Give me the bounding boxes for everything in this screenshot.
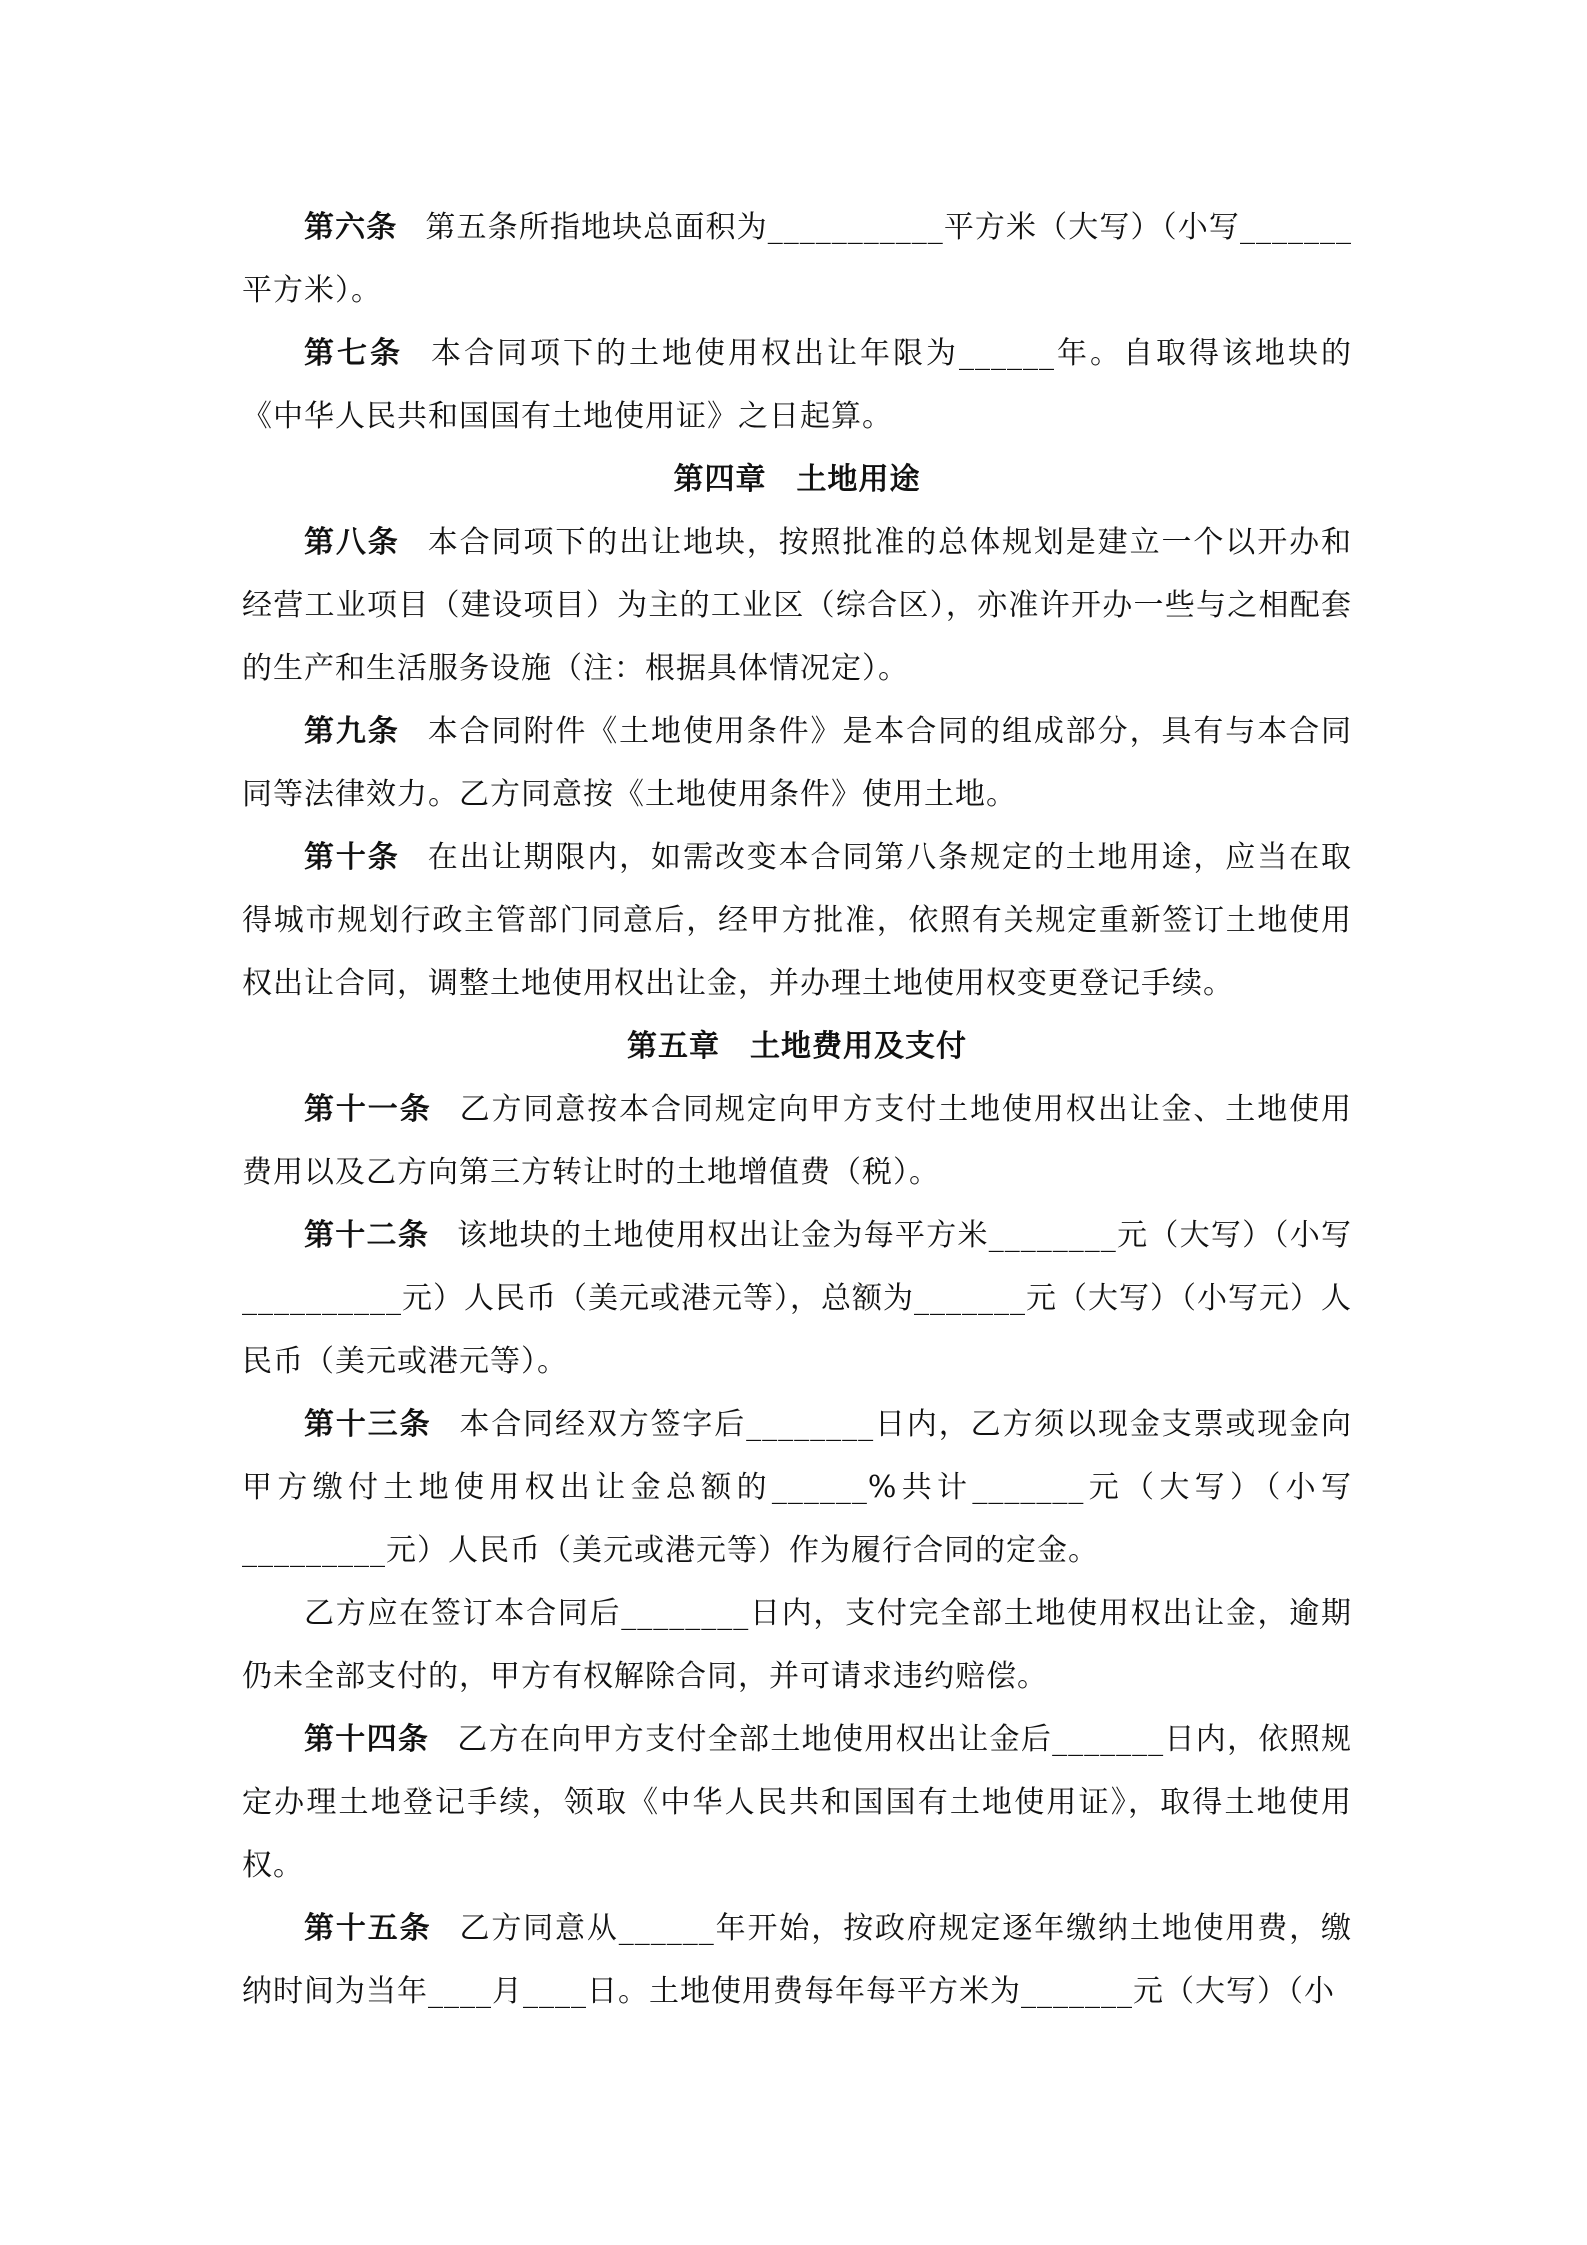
- article-label: 第十条: [304, 840, 400, 875]
- chapter-number: 第五章: [627, 1029, 720, 1064]
- article-8: [242, 511, 1352, 700]
- article-6: [242, 196, 1352, 322]
- chapter-5-heading: [242, 1015, 1352, 1078]
- article-text: 第五条所指地块总面积为___________平方米（大写）（小写_______平方米）。: [242, 210, 1353, 308]
- document-body: [242, 196, 1352, 2023]
- chapter-4-heading: [242, 448, 1352, 511]
- article-9: [242, 700, 1352, 826]
- article-text: 乙方在向甲方支付全部土地使用权出让金后_______日内，依照规定办理土地登记手续，领取《中华人民共和国国有土地使用证》，取得土地使用权。: [242, 1722, 1353, 1883]
- article-text: 在出让期限内，如需改变本合同第八条规定的土地用途，应当在取得城市规划行政主管部门同意后，经甲方批准，依照有关规定重新签订土地使用权出让合同，调整土地使用权出让金，并办理土地使用权变更登记手续。: [242, 840, 1353, 1001]
- article-label: 第十四条: [304, 1722, 430, 1757]
- article-text: 本合同附件《土地使用条件》是本合同的组成部分，具有与本合同同等法律效力。乙方同意按《土地使用条件》使用土地。: [242, 714, 1353, 812]
- article-label: 第十二条: [304, 1218, 430, 1253]
- chapter-title: 土地费用及支付: [750, 1029, 967, 1064]
- article-label: 第九条: [304, 714, 400, 749]
- article-label: 第六条: [304, 210, 398, 245]
- chapter-number: 第四章: [673, 462, 767, 497]
- article-text: 乙方应在签订本合同后________日内，支付完全部土地使用权出让金，逾期仍未全部支付的，甲方有权解除合同，并可请求违约赔偿。: [242, 1596, 1352, 1694]
- article-13-continuation: [242, 1582, 1352, 1708]
- article-text: 本合同项下的出让地块，按照批准的总体规划是建立一个以开办和经营工业项目（建设项目）为主的工业区（综合区），亦准许开办一些与之相配套的生产和生活服务设施（注：根据具体情况定）。: [242, 525, 1353, 686]
- article-7: [242, 322, 1352, 448]
- article-label: 第十一条: [304, 1092, 432, 1127]
- article-13: [242, 1393, 1352, 1582]
- article-text: 本合同经双方签字后________日内，乙方须以现金支票或现金向甲方缴付土地使用权出让金总额的______%共计_______元（大写）（小写_________元）人民币（美元或港元等）作为履行合同的定金。: [242, 1407, 1353, 1568]
- article-11: [242, 1078, 1352, 1204]
- chapter-title: 土地用途: [796, 462, 921, 497]
- article-15: [242, 1897, 1352, 2023]
- article-10: [242, 826, 1352, 1015]
- article-label: 第八条: [304, 525, 400, 560]
- article-label: 第七条: [304, 336, 403, 371]
- article-text: 乙方同意从______年开始，按政府规定逐年缴纳土地使用费，缴纳时间为当年____月____日。土地使用费每年每平方米为_______元（大写）（小: [242, 1911, 1353, 2009]
- article-label: 第十五条: [304, 1911, 432, 1946]
- article-12: [242, 1204, 1352, 1393]
- article-14: [242, 1708, 1352, 1897]
- article-label: 第十三条: [304, 1407, 432, 1442]
- article-text: 本合同项下的土地使用权出让年限为______年。自取得该地块的《中华人民共和国国有土地使用证》之日起算。: [242, 336, 1352, 434]
- article-text: 乙方同意按本合同规定向甲方支付土地使用权出让金、土地使用费用以及乙方向第三方转让时的土地增值费（税）。: [242, 1092, 1353, 1190]
- article-text: 该地块的土地使用权出让金为每平方米________元（大写）（小写__________元）人民币（美元或港元等），总额为_______元（大写）（小写元）人民币（美元或港元等）。: [242, 1218, 1353, 1379]
